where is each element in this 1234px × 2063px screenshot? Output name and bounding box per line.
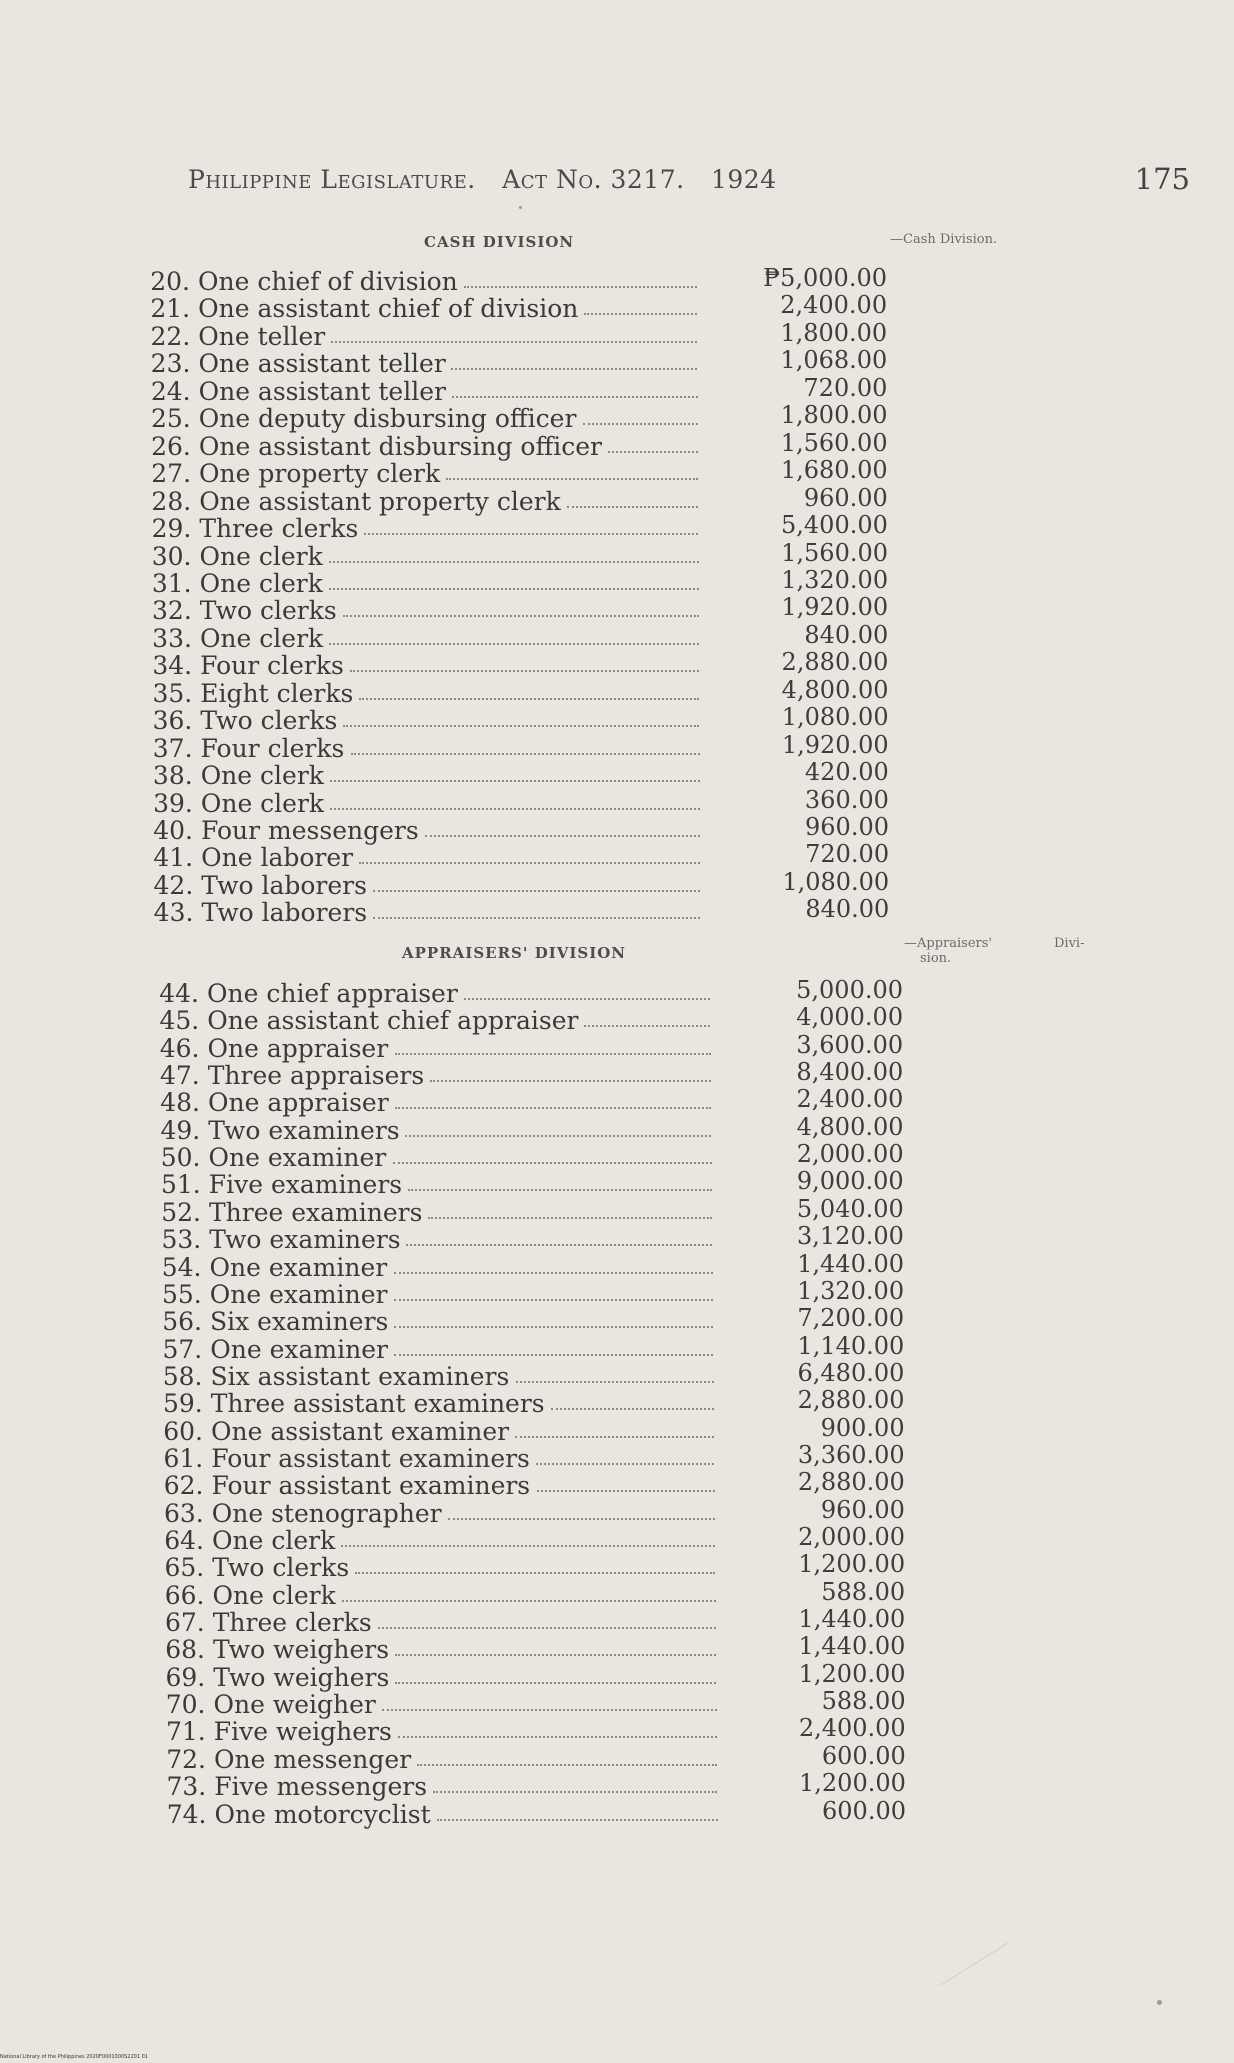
page-number: 175 (1134, 162, 1190, 196)
item-amount: 1,440.00 (798, 1605, 906, 1634)
dot-leader (464, 998, 710, 1000)
list-item (148, 1226, 400, 1253)
item-number: 26. (151, 431, 191, 461)
dot-leader (405, 1135, 711, 1137)
item-amount: 1,080.00 (781, 703, 889, 732)
item-number: 67. (164, 1608, 205, 1638)
list-item (152, 1582, 336, 1609)
item-description: Four clerks (200, 651, 344, 681)
list-item (150, 1418, 509, 1445)
item-description: One teller (198, 321, 326, 351)
item-description: One appraiser (208, 1088, 389, 1118)
dot-leader (359, 862, 700, 864)
item-amount: 2,400.00 (780, 291, 888, 320)
item-description: One examiner (208, 1143, 387, 1173)
item-number: 41. (153, 843, 194, 873)
item-description: Three clerks (212, 1608, 372, 1638)
side-note-appraisers-division-line2: Divi- (1054, 936, 1085, 951)
item-number: 68. (165, 1635, 205, 1665)
dot-leader (567, 506, 698, 508)
item-number: 42. (153, 870, 194, 900)
side-note-appraisers-division-line1: —Appraisers' (904, 936, 992, 951)
list-item (146, 1007, 578, 1034)
item-description: One clerk (212, 1526, 336, 1555)
running-head-title: Philippine Legislature. (188, 165, 476, 194)
dot-leader (395, 1053, 711, 1055)
item-amount: 1,320.00 (781, 565, 889, 594)
item-amount: 2,000.00 (798, 1523, 905, 1551)
dot-leader (395, 1107, 711, 1109)
item-number: 58. (162, 1361, 203, 1391)
item-amount: 4,800.00 (781, 675, 889, 704)
dot-leader (537, 1490, 715, 1492)
item-number: 45. (159, 1006, 200, 1036)
item-amount: 600.00 (822, 1796, 906, 1825)
item-description: Two examiners (209, 1225, 401, 1255)
list-item (140, 735, 345, 762)
item-number: 54. (161, 1252, 202, 1282)
list-item (139, 652, 344, 679)
item-description: Four clerks (200, 733, 345, 763)
item-description: Two clerks (200, 706, 338, 736)
item-number: 25. (150, 404, 191, 434)
dot-leader (584, 313, 697, 315)
item-description: One examiner (209, 1279, 388, 1309)
list-item (151, 1554, 349, 1581)
running-head-act: Act No. 3217. (502, 165, 685, 194)
item-description: One stenographer (211, 1498, 442, 1528)
list-item (152, 1664, 389, 1691)
item-amount: 2,880.00 (781, 648, 889, 677)
list-item (146, 980, 458, 1007)
list-item (151, 1527, 335, 1554)
item-number: 57. (162, 1334, 203, 1364)
item-amount: 1,440.00 (797, 1249, 904, 1278)
list-item (153, 1718, 392, 1745)
item-amount: 7,200.00 (797, 1304, 905, 1333)
item-description: One examiner (209, 1252, 388, 1282)
item-number: 36. (152, 706, 193, 736)
item-amount: 4,800.00 (796, 1112, 904, 1141)
dot-leader (341, 1545, 715, 1547)
dot-leader (425, 835, 700, 837)
item-description: One clerk (199, 623, 324, 653)
item-amount: 9,000.00 (796, 1167, 904, 1196)
dot-leader (515, 1436, 714, 1438)
dot-leader (350, 670, 699, 672)
item-amount: 1,320.00 (797, 1276, 905, 1305)
item-description: Five examiners (208, 1170, 403, 1200)
item-number: 39. (153, 788, 193, 818)
side-note-appraisers-division-line3: sion. (920, 951, 952, 966)
item-description: One assistant disbursing officer (198, 431, 602, 461)
list-item (140, 790, 324, 817)
item-number: 33. (152, 623, 192, 653)
list-item (137, 295, 578, 322)
dot-leader (330, 780, 700, 782)
item-number: 37. (152, 733, 193, 763)
item-amount: 960.00 (803, 483, 888, 512)
item-number: 44. (159, 979, 199, 1008)
list-item (149, 1336, 388, 1363)
item-number: 28. (151, 486, 192, 516)
item-number: 20. (150, 267, 190, 296)
item-number: 59. (162, 1389, 203, 1419)
list-item (138, 378, 446, 405)
side-note-cash-division: —Cash Division. (890, 232, 998, 247)
item-number: 29. (151, 514, 192, 544)
dot-leader (351, 753, 700, 755)
list-item (140, 899, 367, 926)
dot-leader (393, 1162, 712, 1164)
item-number: 21. (150, 294, 191, 324)
item-amount: 5,400.00 (781, 511, 888, 540)
item-amount: 1,140.00 (797, 1331, 905, 1360)
item-amount: 5,040.00 (796, 1194, 904, 1223)
dot-leader (551, 1408, 714, 1410)
list-item (153, 1773, 427, 1800)
list-item (137, 350, 445, 377)
item-number: 32. (152, 596, 192, 626)
dot-leader (378, 1627, 716, 1629)
item-description: Two examiners (208, 1115, 400, 1145)
item-description: One chief appraiser (207, 979, 458, 1008)
item-number: 50. (160, 1143, 201, 1173)
item-number: 71. (165, 1717, 206, 1747)
list-item (139, 625, 323, 652)
item-number: 74. (166, 1799, 207, 1829)
item-description: Five messengers (214, 1772, 428, 1802)
list-item (152, 1609, 372, 1636)
item-description: Four assistant examiners (211, 1443, 530, 1473)
list-item (147, 1035, 389, 1062)
list-item (137, 323, 325, 350)
item-description: Two laborers (201, 870, 367, 900)
item-amount: 2,880.00 (797, 1386, 905, 1415)
list-item (140, 817, 419, 844)
item-amount: 1,440.00 (798, 1632, 906, 1661)
item-description: One motorcyclist (214, 1799, 431, 1829)
item-amount: 840.00 (805, 895, 890, 924)
item-amount: 4,000.00 (796, 1003, 904, 1032)
list-item (139, 707, 337, 734)
item-amount: 1,200.00 (798, 1659, 906, 1688)
dot-leader (329, 588, 699, 590)
list-item (151, 1500, 442, 1527)
dot-leader (329, 643, 699, 645)
item-amount: 1,920.00 (781, 730, 889, 759)
item-number: 31. (151, 568, 192, 598)
list-item (147, 1117, 399, 1144)
list-item (153, 1746, 411, 1773)
dot-leader (382, 1709, 717, 1711)
list-item (149, 1308, 388, 1335)
dot-leader (394, 1272, 713, 1274)
list-item (138, 433, 602, 460)
item-number: 22. (150, 321, 191, 351)
dot-leader (428, 1217, 712, 1219)
item-description: One deputy disbursing officer (198, 404, 577, 434)
scan-footer: National Library of the Philippines 2020F0001000S2201 01 (0, 2054, 148, 2060)
list-item (139, 543, 323, 570)
item-number: 66. (164, 1580, 205, 1610)
dot-leader (359, 698, 699, 700)
item-amount: 1,080.00 (782, 867, 890, 896)
list-item (147, 1062, 424, 1089)
dot-leader (355, 1572, 715, 1574)
list-item (150, 1445, 530, 1472)
item-amount: 720.00 (803, 373, 888, 402)
item-amount: 1,200.00 (798, 1550, 906, 1579)
dot-leader (406, 1244, 712, 1246)
dot-leader (342, 1600, 716, 1602)
item-description: Eight clerks (200, 678, 354, 708)
list-item (140, 872, 367, 899)
item-number: 60. (163, 1416, 203, 1446)
item-number: 55. (161, 1279, 202, 1309)
section-heading-appraisers-division: APPRAISERS' DIVISION (402, 944, 627, 962)
dot-leader (452, 396, 698, 398)
item-amount: 600.00 (821, 1741, 906, 1770)
item-number: 27. (151, 459, 192, 489)
item-description: One property clerk (199, 459, 441, 489)
dot-leader (395, 1682, 716, 1684)
dot-leader (394, 1326, 713, 1328)
list-item (147, 1089, 389, 1116)
item-amount: 960.00 (805, 813, 889, 841)
item-description: One clerk (212, 1580, 336, 1610)
item-amount: 840.00 (804, 620, 889, 649)
dot-leader (448, 1518, 715, 1520)
item-description: Three examiners (209, 1197, 423, 1227)
item-amount: 8,400.00 (796, 1058, 904, 1087)
item-description: One weigher (213, 1690, 376, 1720)
item-amount: 3,600.00 (796, 1030, 904, 1059)
item-description: Three assistant examiners (210, 1389, 545, 1419)
item-description: Three clerks (199, 514, 359, 544)
item-amount: 1,560.00 (780, 428, 888, 457)
dot-leader (395, 1654, 716, 1656)
item-amount: 5,000.00 (796, 976, 903, 1004)
item-description: Two weighers (213, 1635, 390, 1665)
running-head (188, 165, 795, 194)
list-item (148, 1144, 387, 1171)
item-description: One assistant teller (198, 349, 446, 379)
item-description: Four assistant examiners (211, 1471, 531, 1501)
list-item (139, 570, 323, 597)
item-number: 70. (165, 1690, 206, 1720)
item-amount: 6,480.00 (797, 1358, 905, 1387)
item-number: 38. (152, 761, 193, 791)
dot-leader (608, 451, 698, 453)
dot-leader (331, 341, 697, 343)
list-item (148, 1171, 402, 1198)
list-item (140, 762, 324, 789)
item-amount: ₱5,000.00 (763, 264, 887, 292)
list-item (153, 1691, 376, 1718)
item-number: 64. (164, 1526, 204, 1555)
item-amount: 2,400.00 (796, 1085, 904, 1114)
item-amount: 588.00 (821, 1577, 906, 1606)
list-item (138, 488, 561, 515)
item-description: Two weighers (213, 1662, 390, 1692)
item-amount: 588.00 (821, 1687, 906, 1716)
dot-leader (373, 917, 700, 919)
dot-leader (408, 1189, 712, 1191)
item-description: Six assistant examiners (210, 1361, 510, 1391)
item-number: 48. (160, 1088, 200, 1118)
dot-leader (330, 808, 700, 810)
scan-scratch (940, 1943, 1008, 1986)
item-amount: 2,000.00 (796, 1140, 904, 1169)
scan-speck (519, 206, 522, 209)
dot-leader (343, 725, 699, 727)
item-description: One appraiser (207, 1033, 389, 1063)
list-item (139, 597, 337, 624)
item-number: 35. (152, 678, 193, 708)
item-number: 72. (166, 1744, 206, 1774)
dot-leader (536, 1463, 714, 1465)
list-item (137, 268, 458, 295)
item-description: One assistant teller (198, 376, 446, 406)
dot-leader (394, 1354, 713, 1356)
item-description: One assistant chief appraiser (207, 1006, 579, 1036)
dot-leader (343, 615, 699, 617)
dot-leader (364, 533, 698, 535)
item-number: 73. (166, 1772, 207, 1802)
item-description: One examiner (210, 1334, 388, 1364)
item-description: Five weighers (213, 1717, 392, 1747)
item-amount: 2,400.00 (798, 1714, 906, 1743)
item-description: One assistant property clerk (199, 486, 561, 516)
item-description: One clerk (199, 568, 323, 598)
item-amount: 1,200.00 (799, 1769, 906, 1798)
list-item (140, 844, 353, 871)
list-item (149, 1281, 388, 1308)
dot-leader (373, 890, 700, 892)
item-number: 43. (153, 898, 194, 928)
item-number: 69. (165, 1662, 206, 1692)
dot-leader (583, 423, 698, 425)
item-amount: 1,920.00 (781, 593, 889, 622)
item-description: One assistant examiner (211, 1416, 510, 1446)
item-number: 56. (162, 1307, 202, 1337)
item-number: 46. (159, 1033, 200, 1063)
item-number: 61. (163, 1443, 204, 1473)
item-amount: 720.00 (805, 840, 890, 869)
dot-leader (329, 561, 699, 563)
item-description: Six examiners (210, 1307, 389, 1337)
dot-leader (398, 1736, 717, 1738)
item-number: 65. (164, 1553, 205, 1583)
scan-speck (1157, 2000, 1162, 2005)
item-amount: 1,068.00 (780, 346, 888, 375)
dot-leader (417, 1764, 717, 1766)
dot-leader (394, 1299, 713, 1301)
dot-leader (433, 1791, 717, 1793)
item-description: Three appraisers (207, 1061, 425, 1091)
item-number: 62. (163, 1471, 204, 1501)
list-item (154, 1801, 431, 1828)
item-number: 24. (150, 376, 191, 406)
dot-leader (430, 1080, 711, 1082)
item-number: 23. (150, 349, 191, 379)
list-item (138, 460, 440, 487)
dot-leader (516, 1381, 714, 1383)
dot-leader (584, 1025, 710, 1027)
list-item (138, 405, 577, 432)
list-item (138, 515, 358, 542)
item-description: One chief of division (198, 267, 458, 296)
item-number: 34. (152, 651, 193, 681)
item-description: One clerk (200, 761, 324, 791)
dot-leader (464, 286, 697, 288)
item-number: 47. (159, 1061, 200, 1091)
item-amount: 420.00 (804, 758, 889, 787)
item-description: Two laborers (201, 898, 368, 928)
item-amount: 900.00 (820, 1413, 905, 1442)
item-amount: 1,560.00 (781, 538, 888, 567)
running-head-year: 1924 (711, 165, 777, 194)
item-number: 40. (153, 816, 193, 845)
list-item (150, 1390, 545, 1417)
item-description: One clerk (200, 788, 325, 818)
dot-leader (437, 1819, 718, 1821)
item-number: 51. (160, 1170, 201, 1200)
item-amount: 1,680.00 (780, 456, 888, 485)
list-item (148, 1199, 422, 1226)
item-number: 52. (161, 1197, 201, 1227)
list-item (149, 1254, 388, 1281)
item-description: One clerk (199, 541, 323, 571)
item-description: Two clerks (199, 596, 337, 626)
item-amount: 960.00 (820, 1495, 905, 1524)
item-description: One laborer (201, 843, 354, 873)
section-heading-cash-division: CASH DIVISION (424, 233, 575, 251)
item-amount: 2,880.00 (797, 1468, 905, 1497)
list-item (152, 1636, 389, 1663)
item-description: Two clerks (212, 1553, 350, 1583)
item-number: 49. (160, 1115, 201, 1145)
item-number: 53. (161, 1225, 202, 1255)
item-description: One assistant chief of division (198, 294, 579, 324)
item-description: One messenger (214, 1744, 412, 1774)
item-number: 63. (163, 1498, 204, 1528)
item-amount: 360.00 (804, 785, 889, 814)
item-amount: 3,360.00 (797, 1440, 905, 1469)
item-amount: 3,120.00 (797, 1222, 904, 1251)
list-item (151, 1472, 531, 1499)
item-number: 30. (151, 541, 192, 571)
dot-leader (451, 368, 697, 370)
list-item (139, 680, 353, 707)
item-amount: 1,800.00 (780, 318, 888, 347)
item-description: Four messengers (201, 816, 419, 845)
dot-leader (446, 478, 698, 480)
item-amount: 1,800.00 (780, 401, 888, 430)
list-item (150, 1363, 510, 1390)
